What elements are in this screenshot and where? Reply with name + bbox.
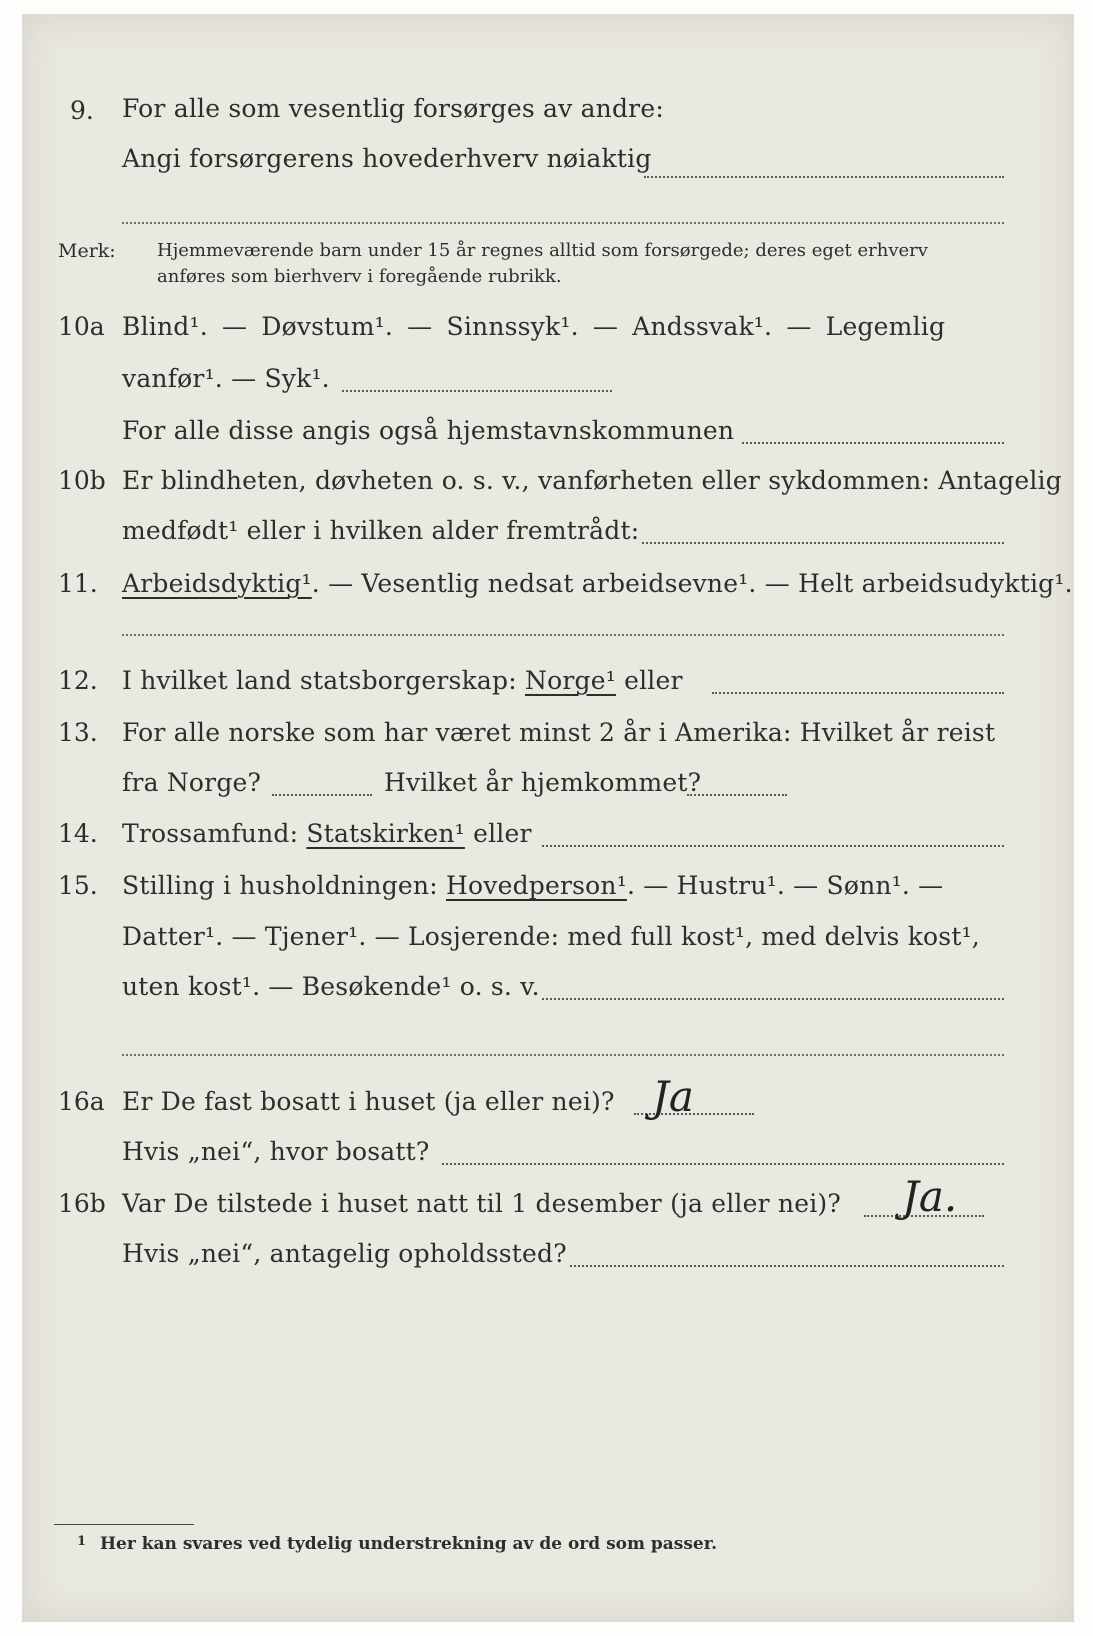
q16a-handwritten-answer: Ja <box>652 1072 694 1121</box>
q16a-line2: Hvis „nei“, hvor bosatt? <box>122 1137 430 1166</box>
q9-line1: For alle som vesentlig forsørges av andre: <box>122 94 664 123</box>
q14-line <box>122 819 532 848</box>
q16b-number: 16b <box>58 1189 106 1218</box>
q10a-answer-line <box>342 390 612 392</box>
footnote-mark: 1 <box>77 1534 87 1549</box>
q15-line2: Datter¹. — Tjener¹. — Losjerende: med full kost¹, med delvis kost¹, <box>122 922 980 951</box>
footnote-rule <box>54 1524 194 1525</box>
q15-answer-line <box>542 998 1004 1000</box>
q14-answer-line <box>542 845 1004 847</box>
census-form-page <box>22 14 1074 1622</box>
q11-number: 11. <box>58 569 98 598</box>
q16a-line1: Er De fast bosatt i huset (ja eller nei)? <box>122 1087 615 1116</box>
q16b-line2: Hvis „nei“, antagelig opholdssted? <box>122 1239 567 1268</box>
q12-tail: eller <box>624 666 683 695</box>
q13-hjemkommet-line <box>687 794 787 796</box>
q10b-number: 10b <box>58 466 106 495</box>
q16b-opphold-line <box>570 1265 1004 1267</box>
q15-number: 15. <box>58 871 98 900</box>
q13-line2b: Hvilket år hjemkommet? <box>384 768 702 797</box>
q10a-line2: vanfør¹. — Syk¹. <box>122 364 330 393</box>
q14-question: Trossamfund: <box>122 819 299 848</box>
q14-tail: eller <box>473 819 532 848</box>
q16a-bosatt-line <box>442 1163 1004 1165</box>
footnote-text: Her kan svares ved tydelig understrekning av de ord som passer. <box>100 1534 718 1554</box>
q15-line1 <box>122 871 943 900</box>
q15-option-selected: Hovedperson¹ <box>446 871 627 900</box>
q15-extra-line <box>122 1054 1004 1056</box>
q14-number: 14. <box>58 819 98 848</box>
merk-label: Merk: <box>58 240 116 262</box>
merk-line2: anføres som bierhverv i foregående rubrikk. <box>157 266 562 287</box>
q12-option-selected: Norge¹ <box>525 666 616 695</box>
q9-line2: Angi forsørgerens hovederhverv nøiaktig <box>122 144 652 173</box>
q12-number: 12. <box>58 666 98 695</box>
q10a-kommune-line <box>742 442 1004 444</box>
q12-question: I hvilket land statsborgerskap: <box>122 666 517 695</box>
q13-reist-line <box>272 794 372 796</box>
q9-answer-line <box>644 176 1004 178</box>
merk-line1: Hjemmeværende barn under 15 år regnes alltid som forsørgede; deres eget erhverv <box>157 240 928 261</box>
q11-option-selected: Arbeidsdyktig¹ <box>122 569 312 598</box>
q13-number: 13. <box>58 718 98 747</box>
q12-line <box>122 666 683 695</box>
q14-option-selected: Statskirken¹ <box>306 819 465 848</box>
q10a-line3: For alle disse angis også hjemstavnskommunen <box>122 416 735 445</box>
q16b-line1: Var De tilstede i huset natt til 1 desember (ja eller nei)? <box>122 1189 841 1218</box>
q11-options-rest: . — Vesentlig nedsat arbeidsevne¹. — Helt arbeidsudyktig¹. <box>311 569 1073 598</box>
q9-number: 9. <box>70 96 94 125</box>
q10b-line1: Er blindheten, døvheten o. s. v., vanførheten eller sykdommen: Antagelig <box>122 466 1062 495</box>
q15-question: Stilling i husholdningen: <box>122 871 438 900</box>
q11-line <box>122 569 1073 598</box>
q15-line3: uten kost¹. — Besøkende¹ o. s. v. <box>122 972 540 1001</box>
q13-line2a: fra Norge? <box>122 768 262 797</box>
q13-line1: For alle norske som har været minst 2 år i Amerika: Hvilket år reist <box>122 718 996 747</box>
q9-extra-line <box>122 222 1004 224</box>
q16a-number: 16a <box>58 1087 105 1116</box>
q10b-line2: medfødt¹ eller i hvilken alder fremtrådt: <box>122 516 640 545</box>
q10a-line1: Blind¹. — Døvstum¹. — Sinnssyk¹. — Andssvak¹. — Legemlig <box>122 312 946 341</box>
q10b-answer-line <box>642 542 1004 544</box>
q10a-number: 10a <box>58 312 105 341</box>
q15-line1-rest: . — Hustru¹. — Sønn¹. — <box>626 871 944 900</box>
q16b-handwritten-answer: Ja. <box>902 1172 958 1221</box>
q12-answer-line <box>712 692 1004 694</box>
q11-extra-line <box>122 634 1004 636</box>
